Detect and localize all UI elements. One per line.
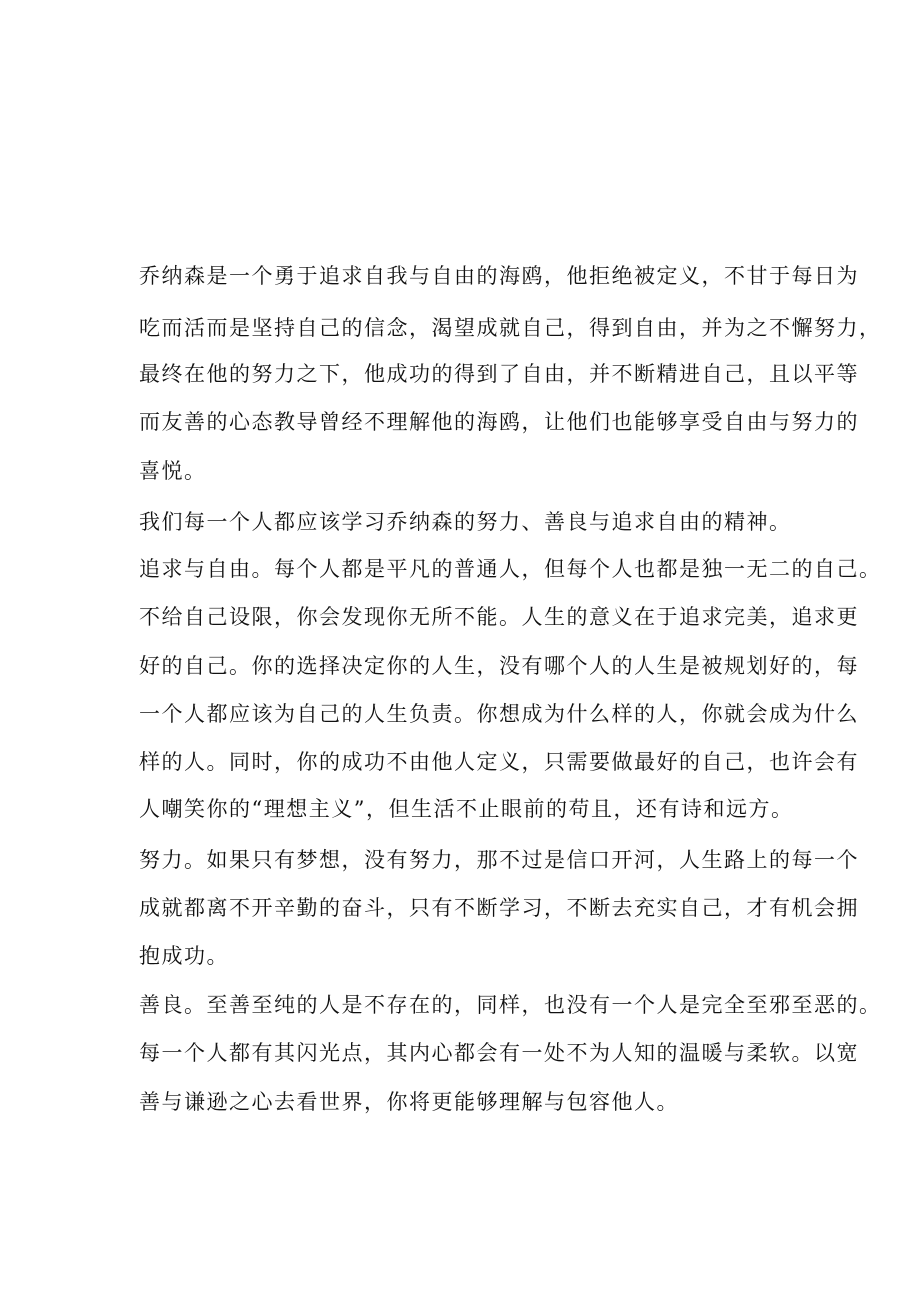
text-line: 最终在他的努力之下，他成功的得到了自由，并不断精进自己，且以平等 bbox=[139, 362, 859, 386]
text-line: 样的人。同时，你的成功不由他人定义，只需要做最好的自己，也许会有 bbox=[139, 750, 859, 774]
text-line: 一个人都应该为自己的人生负责。你想成为什么样的人，你就会成为什么 bbox=[139, 702, 859, 726]
text-line: 人嘲笑你的“理想主义”，但生活不止眼前的苟且，还有诗和远方。 bbox=[139, 797, 794, 821]
text-line: 成就都离不开辛勤的奋斗，只有不断学习，不断去充实自己，才有机会拥 bbox=[139, 896, 859, 920]
text-line: 善与谦逊之心去看世界，你将更能够理解与包容他人。 bbox=[139, 1090, 679, 1114]
text-line: 我们每一个人都应该学习乔纳森的努力、善良与追求自由的精神。 bbox=[139, 510, 792, 534]
text-line: 善良。至善至纯的人是不存在的，同样，也没有一个人是完全至邪至恶的。 bbox=[139, 993, 882, 1017]
text-line: 好的自己。你的选择决定你的人生，没有哪个人的人生是被规划好的，每 bbox=[139, 654, 859, 678]
text-line: 抱成功。 bbox=[139, 944, 229, 968]
text-line: 努力。如果只有梦想，没有努力，那不过是信口开河，人生路上的每一个 bbox=[139, 848, 859, 872]
text-line: 追求与自由。每个人都是平凡的普通人，但每个人也都是独一无二的自己。 bbox=[139, 557, 882, 581]
text-line: 喜悦。 bbox=[139, 459, 207, 483]
text-line: 吃而活而是坚持自己的信念，渴望成就自己，得到自由，并为之不懈努力， bbox=[139, 316, 882, 340]
text-line: 每一个人都有其闪光点，其内心都会有一处不为人知的温暖与柔软。以宽 bbox=[139, 1041, 859, 1065]
text-line: 乔纳森是一个勇于追求自我与自由的海鸥，他拒绝被定义，不甘于每日为 bbox=[139, 264, 859, 288]
text-line: 不给自己设限，你会发现你无所不能。人生的意义在于追求完美，追求更 bbox=[139, 605, 859, 629]
text-line: 而友善的心态教导曾经不理解他的海鸥，让他们也能够享受自由与努力的 bbox=[139, 410, 859, 434]
